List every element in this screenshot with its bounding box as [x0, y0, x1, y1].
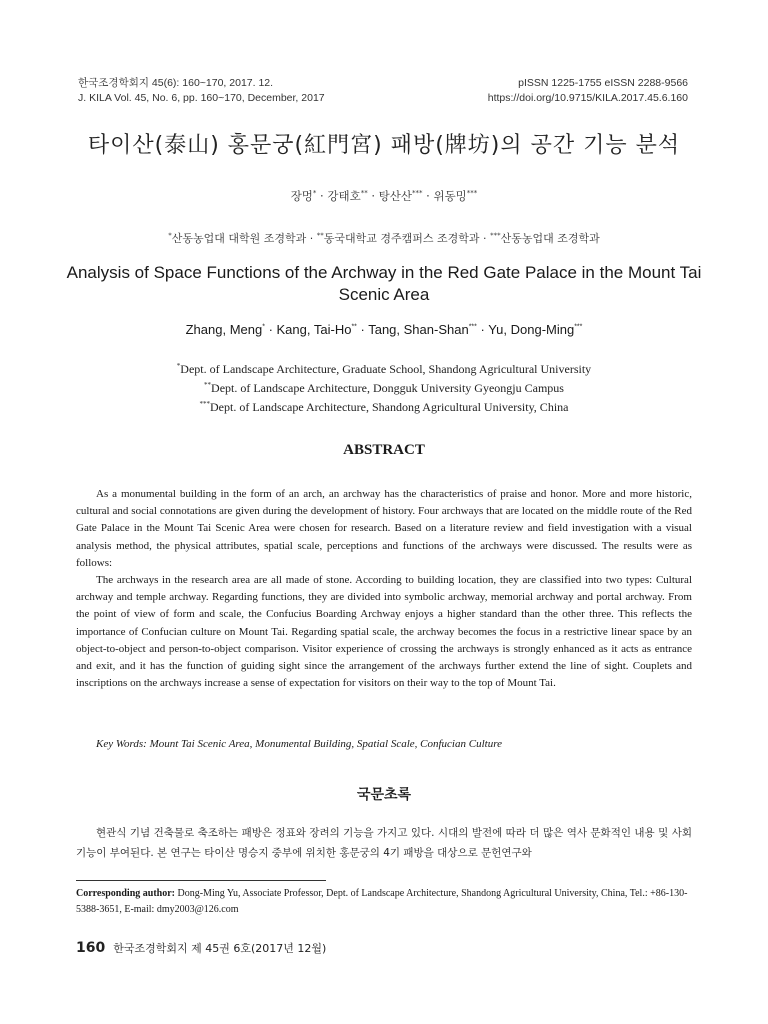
page-number: 160	[76, 940, 106, 956]
keywords: Key Words: Mount Tai Scenic Area, Monumental Building, Spatial Scale, Confucian Culture	[96, 738, 502, 750]
author-mark: *	[312, 189, 317, 198]
footer-journal: 한국조경학회지 제 45권 6호(2017년 12월)	[113, 942, 327, 955]
affiliation-line	[0, 379, 768, 398]
affiliation-mark: *	[176, 362, 181, 370]
issn-doi-block	[488, 76, 688, 106]
author-name: Kang, Tai-Ho	[276, 322, 352, 337]
author-name: 강태호	[327, 189, 361, 203]
abstract-paragraph: The archways in the research area are all made of stone. According to building location, they are classified into two types: Cultural archway and temple archway. Regarding functions, they are divided into symbolic archway, memorial archway and portal archway. From the point of view of form and scale, the Confucius Boarding Archway enjoys a higher standard than the other three. This reflects the importance of Confucian culture on Mount Tai. Regarding spatial scale, the archway becomes the focus in a restrictive linear space by an object-to-object and person-to-object comparison. Visitor experience of crossing the archways is strongly enhanced as it acts as entrance and exit, and it has the function of guiding sight since the arrangement of the archways further extend the line of sight. Couplets and inscriptions on the archways increase a sense of expectation for visitors on their way to the top of Mount Tai.	[76, 574, 692, 690]
affiliation-separator: ·	[479, 232, 491, 245]
author-name: Yu, Dong-Ming	[488, 322, 575, 337]
footnote-text: Dong-Ming Yu, Associate Professor, Dept. of Landscape Architecture, Shandong Agricultural University, China, Tel.: +86-130-5388-3651, E-mail: dmy2003@126.com	[76, 888, 688, 915]
affiliation-text: Dept. of Landscape Architecture, Graduate School, Shandong Agricultural University	[180, 362, 592, 376]
affiliation-mark: ***	[490, 231, 501, 240]
korean-abstract-body	[76, 823, 692, 863]
paper-title-english: Analysis of Space Functions of the Archway in the Red Gate Palace in the Mount Tai Scenic Area	[66, 263, 702, 304]
footnote-label: Corresponding author:	[76, 888, 175, 899]
affiliations-korean	[0, 230, 768, 246]
affiliation-text: 동국대학교 경주캠퍼스 조경학과	[323, 232, 480, 245]
affiliation-line	[0, 398, 768, 417]
issn-line: pISSN 1225-1755 eISSN 2288-9566	[518, 77, 688, 89]
affiliation-text: Dept. of Landscape Architecture, Dongguk University Gyeongju Campus	[211, 381, 564, 395]
author-separator: ·	[422, 189, 434, 203]
affiliation-mark: **	[316, 231, 324, 240]
affiliation-text: Dept. of Landscape Architecture, Shandong Agricultural University, China	[210, 400, 569, 414]
affiliation-mark: **	[204, 381, 212, 389]
affiliation-mark: ***	[199, 400, 211, 408]
author-mark: ***	[466, 189, 478, 198]
author-name: 위동밍	[433, 189, 467, 203]
author-name: 장멍	[290, 189, 313, 203]
author-separator: ·	[476, 322, 489, 337]
corresponding-author-footnote	[76, 886, 692, 918]
author-separator: ·	[356, 322, 369, 337]
journal-citation-korean-english	[78, 76, 325, 106]
citation-line-1: 한국조경학회지 45(6): 160~170, 2017. 12.	[78, 77, 274, 89]
author-separator: ·	[316, 189, 328, 203]
citation-line-2: J. KILA Vol. 45, No. 6, pp. 160~170, December, 2017	[78, 92, 325, 104]
author-mark: ***	[574, 323, 583, 331]
abstract-paragraph: As a monumental building in the form of an arch, an archway has the characteristics of praise and honor. More and more historic, cultural and social connotations are given during the development of history. Four archways that are located on the middle route of the Red Gate Palace in the Mount Tai Scenic Area were chosen for research. Based on a literature review and field investigation with a visual analysis method, the physical attributes, spatial scale, perceptions and functions of the archways were discussed. The results were as follows:	[76, 488, 692, 569]
author-mark: **	[351, 323, 357, 331]
author-mark: *	[262, 323, 265, 331]
affiliations-english	[0, 360, 768, 417]
affiliation-separator: ·	[306, 232, 317, 245]
affiliation-line	[0, 360, 768, 379]
author-name: Zhang, Meng	[185, 322, 263, 337]
author-name: Tang, Shan-Shan	[368, 322, 469, 337]
authors-korean	[0, 188, 768, 204]
paper-title-korean: 타이산(泰山) 홍문궁(紅門宮) 패방(牌坊)의 공간 기능 분석	[87, 133, 681, 158]
footnote-divider	[76, 880, 326, 881]
affiliation-text: 산동농업대 대학원 조경학과	[171, 232, 307, 245]
abstract-body	[76, 486, 692, 692]
page-footer	[76, 940, 326, 956]
doi-link[interactable]: https://doi.org/10.9715/KILA.2017.45.6.160	[487, 92, 688, 104]
abstract-heading: ABSTRACT	[343, 442, 425, 458]
authors-english	[0, 322, 768, 337]
author-separator: ·	[264, 322, 277, 337]
korean-abstract-heading: 국문초록	[356, 787, 412, 803]
author-mark: **	[360, 189, 368, 198]
author-mark: ***	[468, 323, 477, 331]
author-mark: ***	[412, 189, 423, 198]
affiliation-text: 산동농업대 조경학과	[500, 232, 600, 245]
affiliation-mark: *	[168, 231, 172, 240]
korean-abstract-paragraph: 현관식 기념 건축물로 축조하는 패방은 정표와 장려의 기능을 가지고 있다. 시대의 발전에 따라 더 많은 역사 문화적인 내용 및 사회 기능이 부여된다. 본 연구는 타이산 명승지 중부에 위치한 홍문궁의 4기 패방을 대상으로 문헌연구와	[76, 827, 692, 859]
author-separator: ·	[367, 189, 379, 203]
author-name: 탕산산	[378, 189, 412, 203]
